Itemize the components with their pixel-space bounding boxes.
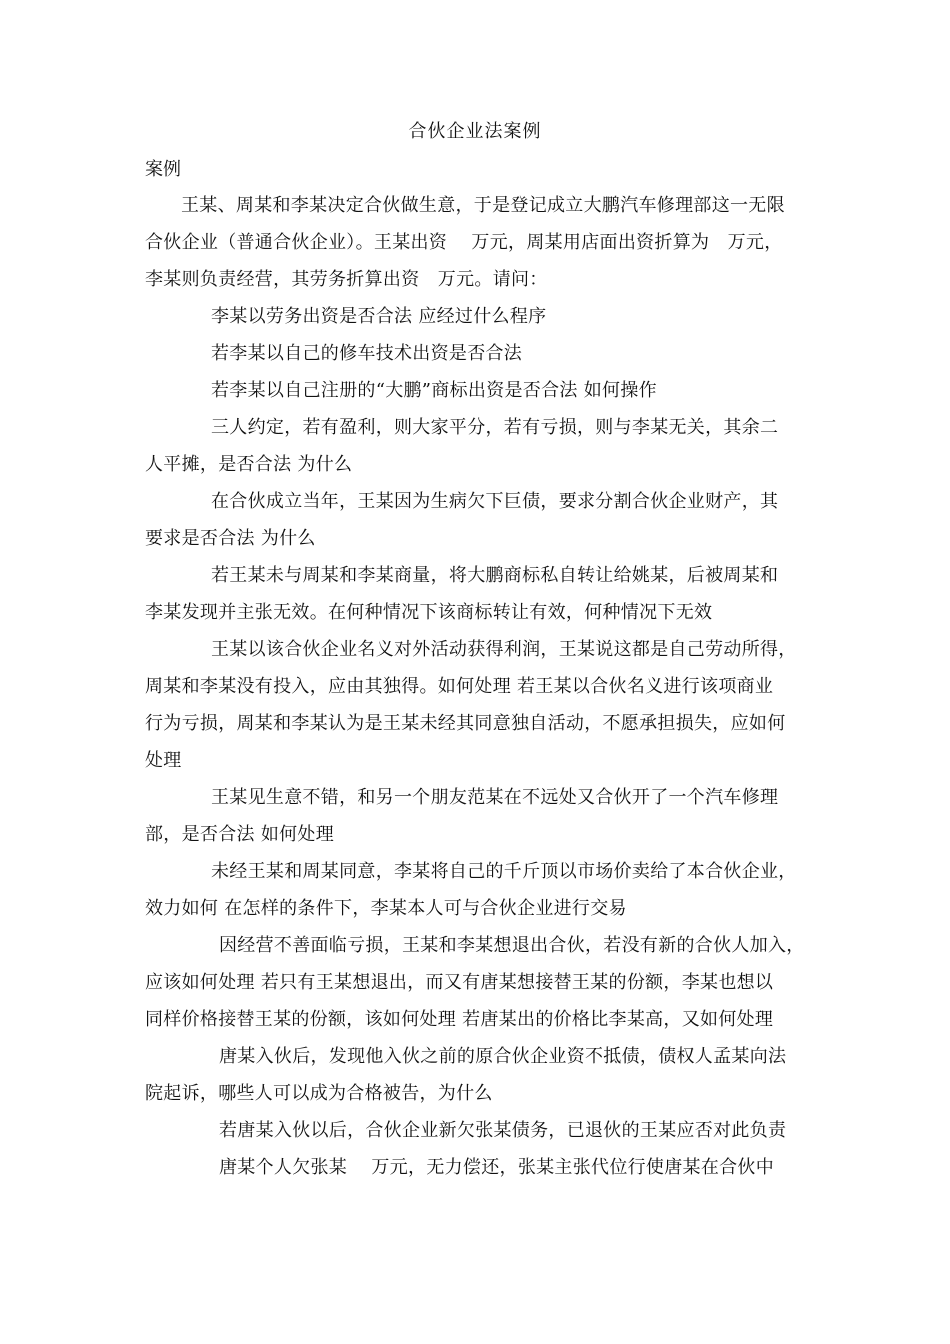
- paragraph-line: 若唐某入伙以后，合伙企业新欠张某债务，已退伙的王某应否对此负责: [219, 1120, 787, 1141]
- paragraph: [145, 779, 810, 853]
- paragraph-line: 行为亏损，周某和李某认为是王某未经其同意独自活动，不愿承担损失，应如何: [145, 713, 786, 734]
- paragraph: [145, 483, 810, 557]
- paragraph-line: 王某见生意不错，和另一个朋友范某在不远处又合伙开了一个汽车修理: [211, 787, 779, 808]
- paragraph-line: 周某和李某没有投入，应由其独得。如何处理 若王某以合伙名义进行该项商业: [145, 676, 774, 697]
- paragraph-line: 王某、周某和李某决定合伙做生意，于是登记成立大鹏汽车修理部这一无限: [181, 195, 785, 216]
- paragraph-line: 要求是否合法 为什么: [145, 528, 316, 549]
- section-heading: 案例: [145, 159, 181, 180]
- paragraph-line: 王某以该合伙企业名义对外活动获得利润，王某说这都是自己劳动所得，: [211, 639, 797, 660]
- document-body: [145, 187, 810, 1186]
- paragraph-line: 若李某以自己的修车技术出资是否合法: [211, 343, 523, 364]
- paragraph: [145, 409, 810, 483]
- paragraph-line: 人平摊，是否合法 为什么: [145, 454, 353, 475]
- paragraph: [145, 1112, 810, 1149]
- paragraph-line: 唐某个人欠张某 万元，无力偿还，张某主张代位行使唐某在合伙中: [219, 1157, 775, 1178]
- paragraph-line: 唐某入伙后，发现他入伙之前的原合伙企业资不抵债，债权人孟某向法: [219, 1046, 787, 1067]
- paragraph: [145, 298, 810, 335]
- paragraph-line: 处理: [145, 750, 182, 771]
- paragraph-line: 李某发现并主张无效。在何种情况下该商标转让有效，何种情况下无效: [145, 602, 713, 623]
- paragraph: [145, 557, 810, 631]
- paragraph: [145, 853, 810, 927]
- paragraph-line: 三人约定，若有盈利，则大家平分，若有亏损，则与李某无关，其余二: [211, 417, 779, 438]
- paragraph-line: 在合伙成立当年，王某因为生病欠下巨债，要求分割合伙企业财产，其: [211, 491, 779, 512]
- document-title: 合伙企业法案例: [408, 121, 542, 142]
- paragraph: [145, 335, 810, 372]
- paragraph-line: 李某则负责经营，其劳务折算出资 万元。请问：: [145, 269, 548, 290]
- paragraph-line: 因经营不善面临亏损，王某和李某想退出合伙，若没有新的合伙人加入，: [219, 935, 805, 956]
- paragraph: [145, 1038, 810, 1112]
- paragraph-line: 同样价格接替王某的份额，该如何处理 若唐某出的价格比李某高，又如何处理: [145, 1009, 774, 1030]
- paragraph: [145, 927, 810, 1038]
- paragraph-line: 若李某以自己注册的“大鹏”商标出资是否合法 如何操作: [211, 380, 657, 401]
- paragraph-line: 李某以劳务出资是否合法 应经过什么程序: [211, 306, 547, 327]
- paragraph: [145, 1149, 810, 1186]
- paragraph-line: 未经王某和周某同意，李某将自己的千斤顶以市场价卖给了本合伙企业，: [211, 861, 797, 882]
- paragraph-line: 应该如何处理 若只有王某想退出，而又有唐某想接替王某的份额，李某也想以: [145, 972, 774, 993]
- paragraph: [145, 372, 810, 409]
- paragraph-line: 若王某未与周某和李某商量，将大鹏商标私自转让给姚某，后被周某和: [211, 565, 779, 586]
- paragraph-line: 效力如何 在怎样的条件下，李某本人可与合伙企业进行交易: [145, 898, 627, 919]
- paragraph-line: 部，是否合法 如何处理: [145, 824, 335, 845]
- paragraph-line: 院起诉，哪些人可以成为合格被告，为什么: [145, 1083, 493, 1104]
- paragraph-line: 合伙企业（普通合伙企业）。王某出资 万元，周某用店面出资折算为 万元，: [145, 232, 783, 253]
- paragraph: [145, 631, 810, 779]
- paragraph: [145, 187, 810, 298]
